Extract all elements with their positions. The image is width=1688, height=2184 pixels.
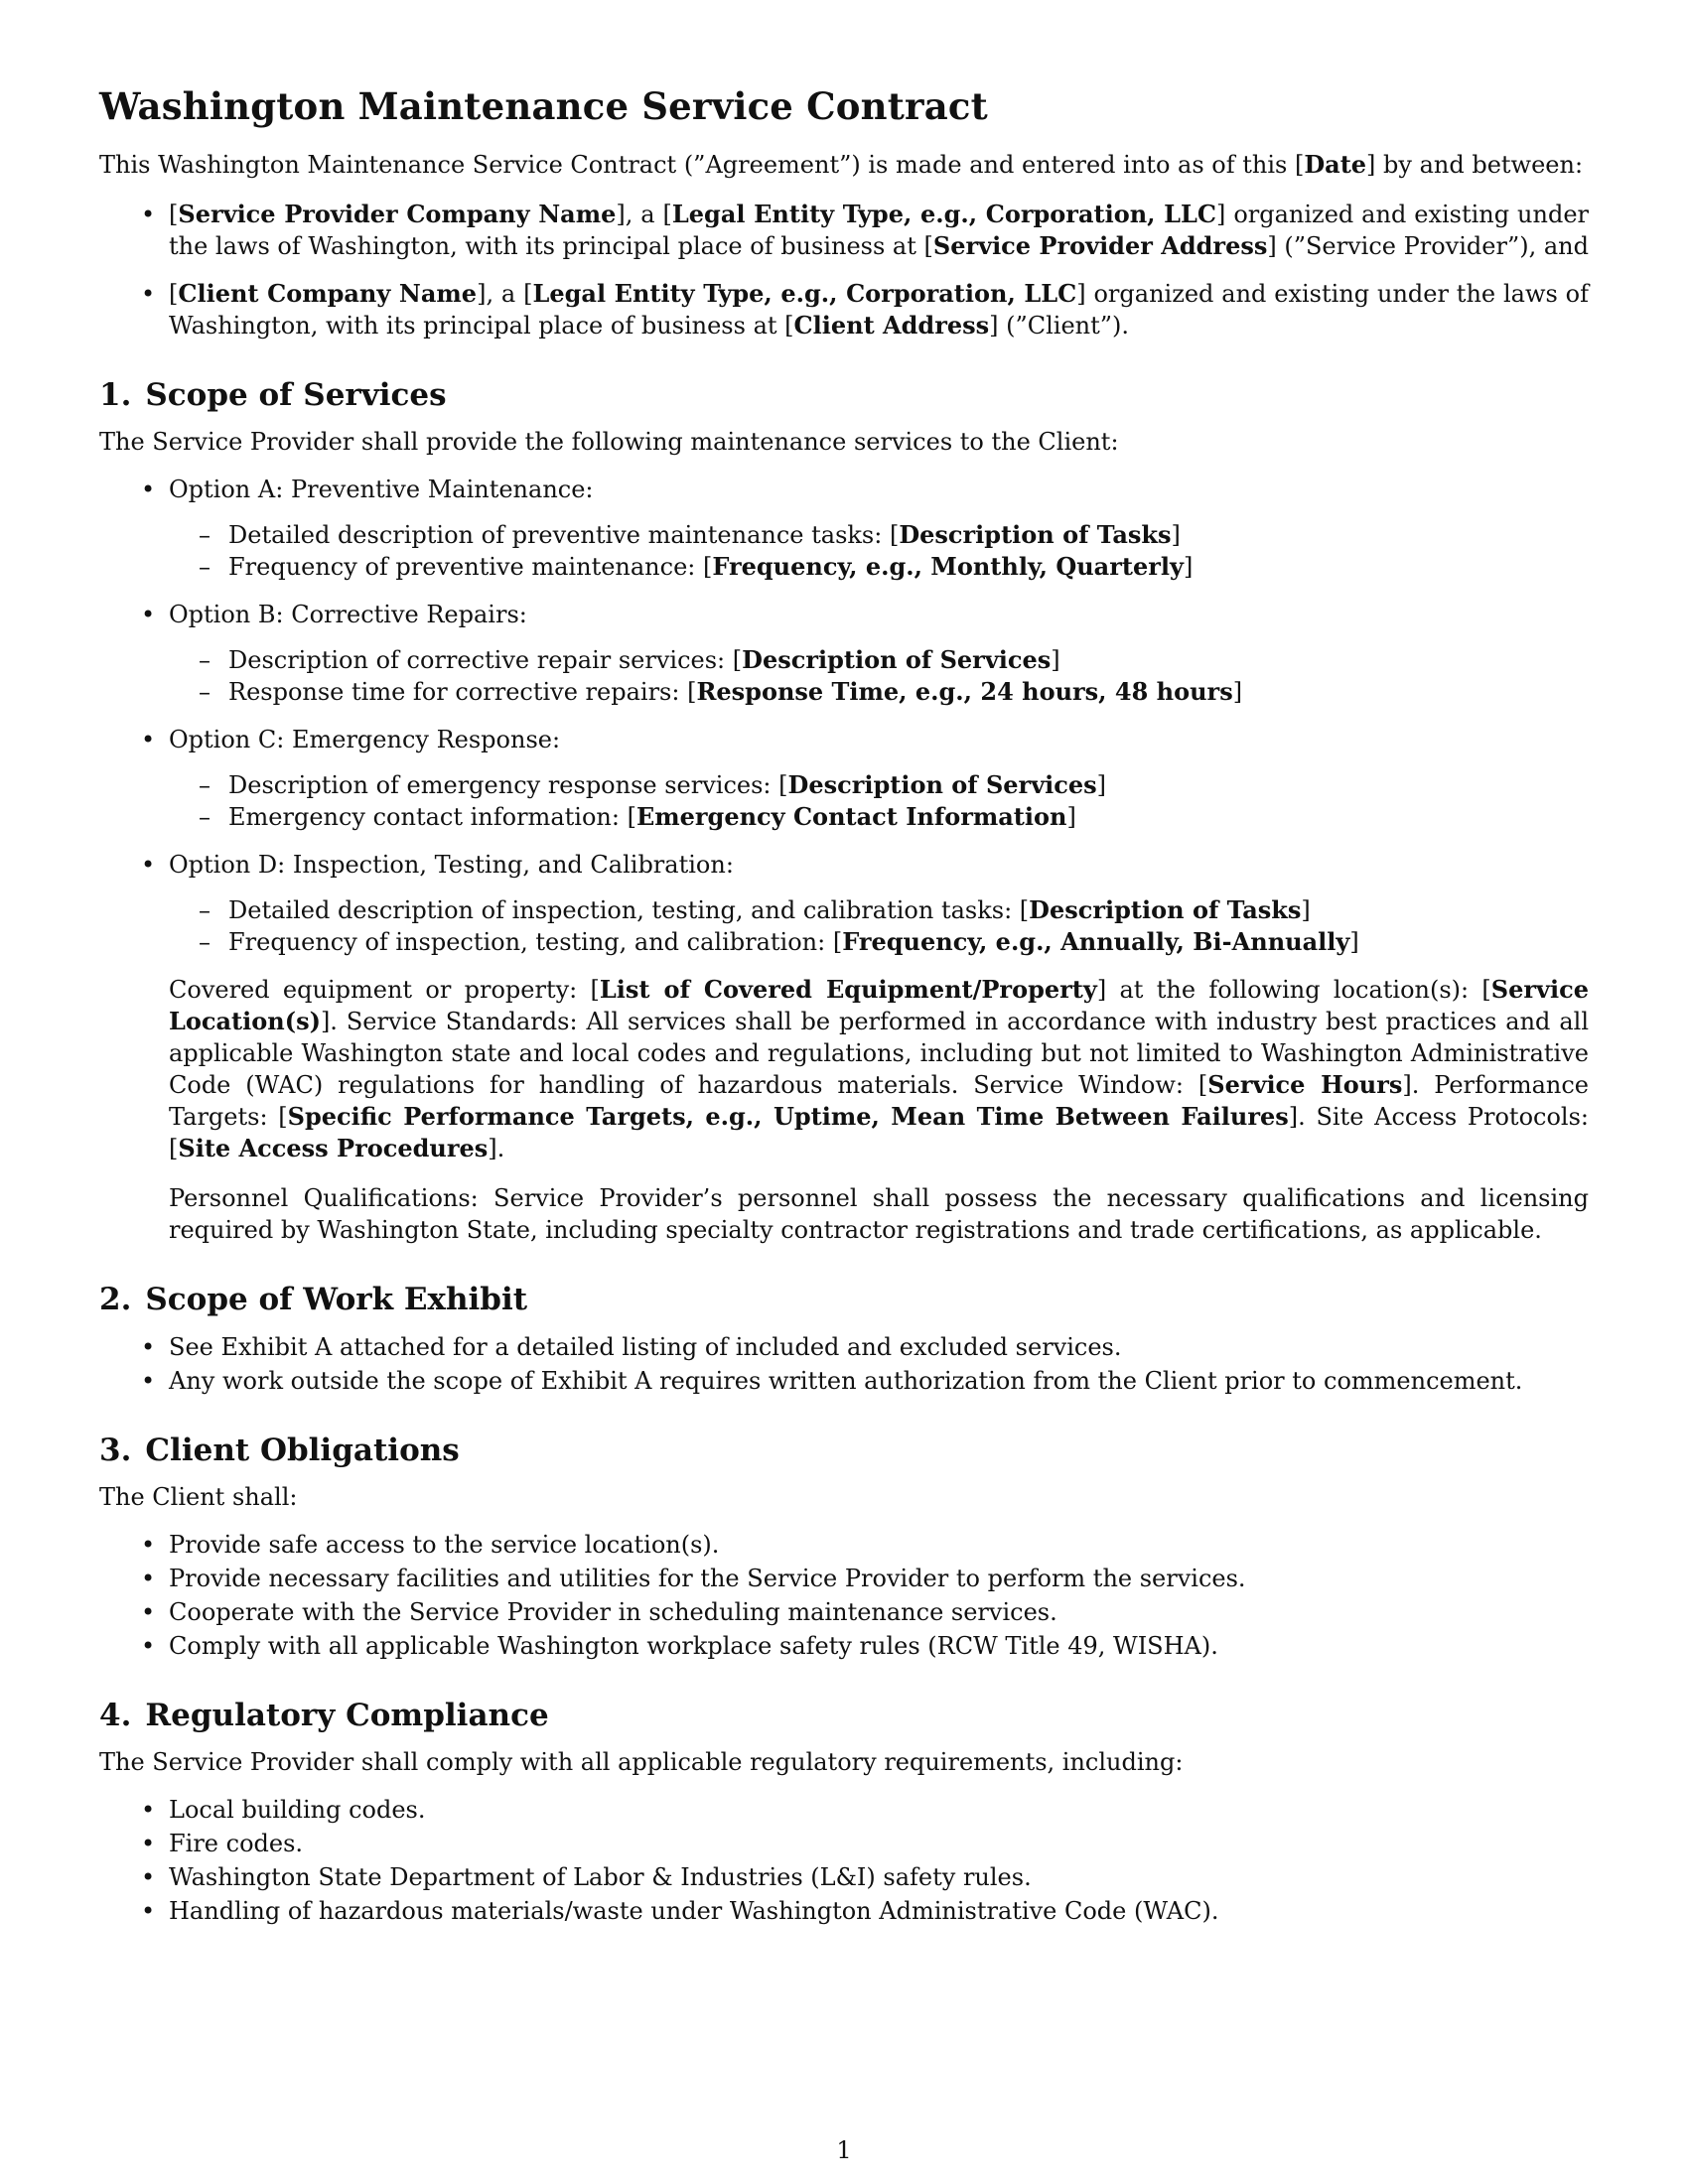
section-1-title: Scope of Services [145, 377, 447, 414]
option-d-detail: – Detailed description of inspection, testing, and calibration tasks: [Description of Tasks] [228, 894, 1589, 926]
client-name-field: Client Company Name [178, 279, 478, 309]
option-c-detail: – Description of emergency response services: [Description of Services] [228, 769, 1589, 801]
option-a-detail: – Frequency of preventive maintenance: [Frequency, e.g., Monthly, Quarterly] [228, 551, 1589, 583]
option-b-details [169, 644, 1589, 708]
detail-field: Description of Services [742, 645, 1052, 675]
section-3-list [99, 1529, 1589, 1662]
section-2-list [99, 1331, 1589, 1397]
provider-text-1: ] organized and existing under the laws of Washington, with its principal place of business at [ [169, 201, 1589, 261]
section-4-title: Regulatory Compliance [145, 1697, 549, 1733]
site-access-field: Site Access Procedures [178, 1134, 489, 1163]
detail-text: Frequency of inspection, testing, and calibration: [ [228, 928, 843, 957]
performance-targets-field: Specific Performance Targets, e.g., Uptime, Mean Time Between Failures [287, 1102, 1289, 1132]
covered-text: ]. Service Standards: All services shall be performed in accordance with industry best practices and all applicable Washington state and local codes and regulations, including but not limited to Washington Administrative Code (WAC) regulations for handling of hazardous materials. Service Window: [ [169, 1008, 1589, 1100]
covered-text: ]. [488, 1135, 505, 1163]
detail-text: Emergency contact information: [ [228, 803, 636, 832]
provider-address-field: Service Provider Address [932, 231, 1268, 261]
covered-text: ] at the following location(s): [ [1096, 976, 1491, 1005]
detail-field: Description of Tasks [899, 520, 1172, 550]
section-3-intro: The Client shall: [99, 1482, 298, 1511]
provider-entity-field: Legal Entity Type, e.g., Corporation, LLC [671, 200, 1217, 229]
detail-text: Detailed description of inspection, testing, and calibration tasks: [ [228, 896, 1030, 925]
option-c-detail: – Emergency contact information: [Emergency Contact Information] [228, 801, 1589, 833]
option-b [169, 599, 1589, 708]
section-1-details [99, 974, 1589, 1246]
document-body [99, 83, 1589, 1929]
list-item: • Handling of hazardous materials/waste under Washington Administrative Code (WAC). [169, 1895, 1589, 1927]
client-address-field: Client Address [793, 311, 990, 341]
client-text-2: ] (”Client”). [989, 312, 1130, 341]
option-a-detail: – Detailed description of preventive maintenance tasks: [Description of Tasks] [228, 519, 1589, 551]
party-service-provider: • [Service Provider Company Name], a [Legal Entity Type, e.g., Corporation, LLC] organized and existing under the laws of Washington, with its principal place of business at [Service Provider Address] (”Service Provider”), and [169, 199, 1589, 262]
detail-field: Description of Tasks [1029, 895, 1302, 925]
list-item: • Fire codes. [169, 1828, 1589, 1859]
intro-paragraph [99, 149, 1589, 181]
option-b-detail: – Response time for corrective repairs: [Response Time, e.g., 24 hours, 48 hours] [228, 676, 1589, 708]
detail-field: Frequency, e.g., Annually, Bi-Annually [842, 927, 1350, 957]
section-4-heading [99, 1698, 1589, 1734]
section-4-intro: The Service Provider shall comply with all applicable regulatory requirements, including: [99, 1748, 1184, 1776]
section-2-number: 2. [99, 1282, 132, 1318]
section-3-number: 3. [99, 1432, 132, 1468]
provider-text-mid: ], a [ [616, 201, 672, 229]
section-4-number: 4. [99, 1697, 132, 1733]
covered-text: ]. Performance Targets: [ [169, 1071, 1589, 1132]
covered-text: ]. Site Access Protocols: [ [169, 1103, 1589, 1163]
service-options-list [99, 474, 1589, 958]
list-item: • Comply with all applicable Washington workplace safety rules (RCW Title 49, WISHA). [169, 1630, 1589, 1662]
option-a [169, 474, 1589, 583]
list-item: • Cooperate with the Service Provider in scheduling maintenance services. [169, 1596, 1589, 1628]
section-3-heading [99, 1433, 1589, 1469]
list-item: • Washington State Department of Labor & Industries (L&I) safety rules. [169, 1861, 1589, 1893]
service-location-field: Service Location(s) [169, 975, 1589, 1036]
intro-date-field: Date [1304, 150, 1367, 180]
option-d-detail: – Frequency of inspection, testing, and calibration: [Frequency, e.g., Annually, Bi-Annually] [228, 926, 1589, 958]
client-text-mid: ], a [ [477, 280, 533, 309]
option-b-label: Option B: Corrective Repairs: [169, 601, 527, 629]
detail-field: Response Time, e.g., 24 hours, 48 hours [696, 677, 1233, 707]
client-text-1: ] organized and existing under the laws of Washington, with its principal place of business at [ [169, 280, 1590, 341]
section-3-title: Client Obligations [145, 1432, 460, 1468]
detail-text: Description of corrective repair services: [ [228, 646, 743, 675]
list-item: • Local building codes. [169, 1794, 1589, 1826]
option-c-details [169, 769, 1589, 833]
page-number: 1 [836, 2136, 852, 2164]
detail-text: Description of emergency response services: [ [228, 771, 788, 800]
option-a-details [169, 519, 1589, 583]
detail-text: Detailed description of preventive maintenance tasks: [ [228, 521, 900, 550]
section-1-heading [99, 377, 1589, 414]
list-item: • Provide necessary facilities and utilities for the Service Provider to perform the services. [169, 1563, 1589, 1594]
covered-equipment-field: List of Covered Equipment/Property [599, 975, 1097, 1005]
section-2-heading [99, 1282, 1589, 1318]
detail-field: Frequency, e.g., Monthly, Quarterly [712, 552, 1184, 582]
option-d-label: Option D: Inspection, Testing, and Calibration: [169, 851, 734, 880]
document-title: Washington Maintenance Service Contract [99, 84, 988, 128]
party-client: • [Client Company Name], a [Legal Entity Type, e.g., Corporation, LLC] organized and existing under the laws of Washington, with its principal place of business at [Client Address] (”Client”). [169, 278, 1589, 341]
option-c [169, 724, 1589, 833]
option-b-detail: – Description of corrective repair services: [Description of Services] [228, 644, 1589, 676]
intro-text-after: ] by and between: [1366, 151, 1584, 180]
intro-text-before: This Washington Maintenance Service Contract (”Agreement”) is made and entered into as of this [ [99, 151, 1305, 180]
parties-list [99, 199, 1589, 341]
list-item: • Provide safe access to the service location(s). [169, 1529, 1589, 1561]
covered-equipment-paragraph [169, 974, 1589, 1164]
section-1-intro: The Service Provider shall provide the following maintenance services to the Client: [99, 428, 1119, 457]
option-a-label: Option A: Preventive Maintenance: [169, 476, 594, 504]
list-item: • Any work outside the scope of Exhibit A requires written authorization from the Client prior to commencement. [169, 1365, 1589, 1397]
personnel-paragraph: Personnel Qualifications: Service Provider’s personnel shall possess the necessary qualifications and licensing required by Washington State, including specialty contractor registrations and trade certifications, as applicable. [169, 1184, 1589, 1245]
detail-field: Emergency Contact Information [635, 802, 1067, 832]
option-d [169, 849, 1589, 958]
client-entity-field: Legal Entity Type, e.g., Corporation, LLC [532, 279, 1077, 309]
option-d-details [169, 894, 1589, 958]
provider-name-field: Service Provider Company Name [178, 200, 617, 229]
list-item: • See Exhibit A attached for a detailed listing of included and excluded services. [169, 1331, 1589, 1363]
section-1-number: 1. [99, 377, 132, 414]
detail-text: Response time for corrective repairs: [ [228, 678, 697, 707]
service-hours-field: Service Hours [1207, 1070, 1403, 1100]
covered-text: Covered equipment or property: [ [169, 976, 600, 1005]
section-2-title: Scope of Work Exhibit [145, 1282, 528, 1318]
detail-text: Frequency of preventive maintenance: [ [228, 553, 713, 582]
option-c-label: Option C: Emergency Response: [169, 726, 561, 754]
section-4-list [99, 1794, 1589, 1927]
detail-field: Description of Services [787, 770, 1097, 800]
provider-text-2: ] (”Service Provider”), and [1267, 232, 1589, 261]
